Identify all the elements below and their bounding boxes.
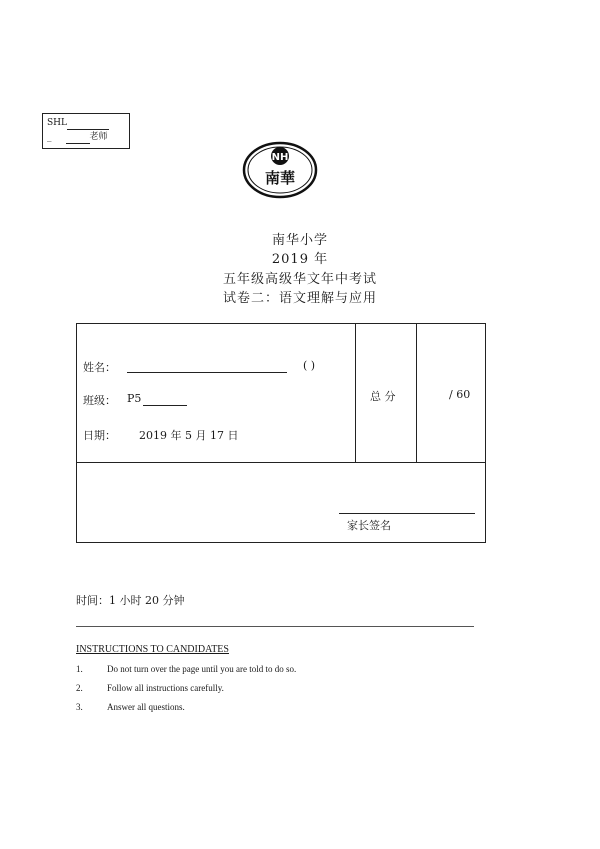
instruction-text: Answer all questions. — [107, 702, 185, 712]
exam-title: 五年级高级华文年中考试 — [222, 272, 377, 287]
instructions-title: INSTRUCTIONS TO CANDIDATES — [76, 644, 229, 655]
total-score-value: / 60 — [449, 388, 471, 401]
info-box-divider-1 — [355, 324, 356, 462]
class-value: P5 — [127, 392, 142, 405]
teacher-box-blank-2[interactable] — [66, 133, 90, 144]
instruction-number: 3. — [76, 702, 83, 712]
exam-duration: 时间：1 小时 20 分钟 — [76, 594, 185, 607]
index-number-parens[interactable]: ( ) — [303, 359, 316, 372]
student-info-box — [76, 323, 486, 543]
instruction-item — [76, 702, 185, 712]
instruction-item — [76, 683, 224, 693]
instruction-text: Follow all instructions carefully. — [107, 683, 224, 693]
name-field[interactable] — [127, 372, 287, 373]
date-value: 2019 年 5 月 17 日 — [139, 429, 239, 442]
instruction-text: Do not turn over the page until you are told to do so. — [107, 664, 297, 674]
date-label: 日期： — [83, 429, 116, 442]
teacher-box-line2-prefix: _ — [47, 132, 52, 142]
teacher-box-line-2 — [47, 130, 125, 144]
logo-monogram: NH — [271, 152, 289, 163]
parent-signature-label: 家长签名 — [347, 519, 391, 532]
section-divider — [76, 626, 474, 627]
teacher-box-blank-1[interactable] — [67, 119, 109, 130]
exam-year: 2019 年 — [271, 252, 329, 267]
class-field[interactable] — [143, 405, 187, 406]
info-box-horizontal-divider — [77, 462, 485, 463]
class-label: 班级： — [83, 394, 116, 407]
school-logo — [242, 140, 318, 200]
teacher-box-line-1 — [47, 116, 125, 130]
school-name: 南华小学 — [271, 233, 328, 248]
teacher-box — [42, 113, 130, 149]
info-box-divider-2 — [416, 324, 417, 462]
teacher-box-prefix: SHL — [47, 118, 67, 128]
instruction-item — [76, 664, 296, 674]
logo-name: 南華 — [264, 169, 296, 187]
teacher-label: 老师 — [89, 132, 108, 142]
instruction-number: 1. — [76, 664, 83, 674]
paper-title: 试卷二：语文理解与应用 — [222, 291, 377, 306]
total-score-label: 总 分 — [370, 390, 396, 403]
instruction-number: 2. — [76, 683, 83, 693]
parent-signature-field[interactable] — [339, 513, 475, 514]
name-label: 姓名： — [83, 361, 116, 374]
